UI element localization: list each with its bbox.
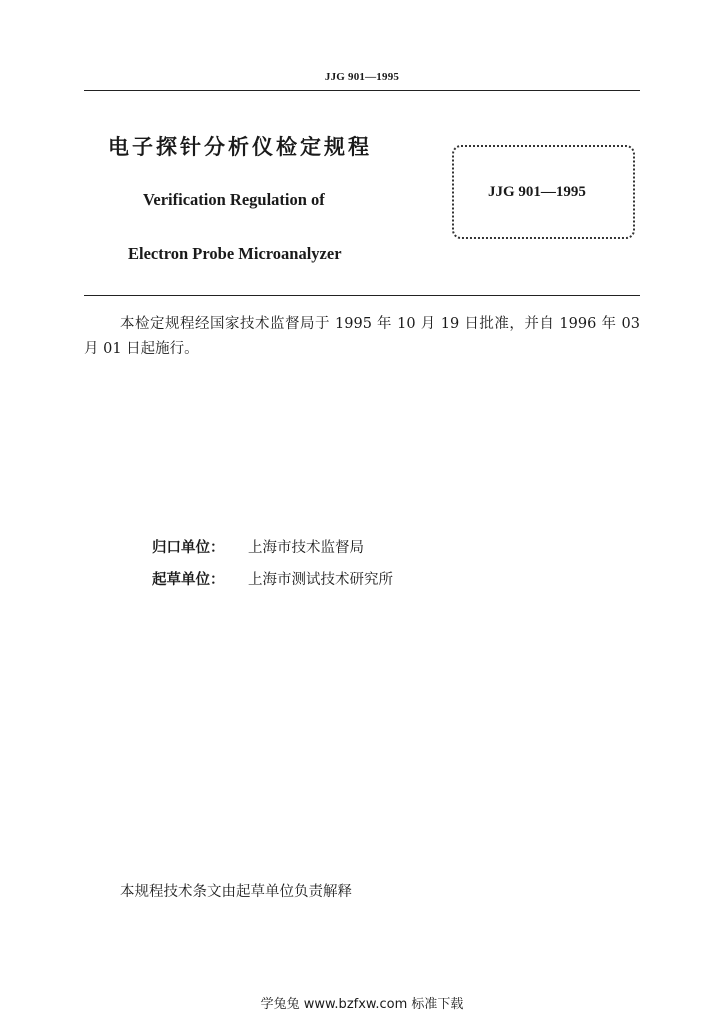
drafting-unit-value: 上海市测试技术研究所	[248, 572, 393, 588]
standard-code-box-text: JJG 901—1995	[488, 184, 586, 200]
responsible-unit-label: 归口单位：	[152, 540, 225, 556]
title-english-line1: Verification Regulation of	[143, 190, 325, 209]
header-standard-code: JJG 901—1995	[324, 71, 400, 83]
title-chinese: 电子探针分析仪检定规程	[108, 135, 372, 159]
title-english-line2: Electron Probe Microanalyzer	[128, 244, 342, 263]
interpretation-note: 本规程技术条文由起草单位负责解释	[120, 884, 352, 900]
drafting-unit-label: 起草单位：	[152, 572, 225, 588]
title-divider-rule	[84, 295, 640, 296]
footer-download-note: 学兔兔 www.bzfxw.com 标准下载	[260, 997, 464, 1012]
drafting-unit-row	[152, 568, 393, 589]
approval-statement: 本检定规程经国家技术监督局于 1995 年 10 月 19 日批准，并自 1996 年 03 月 01 日起施行。	[84, 316, 640, 357]
header-rule	[84, 90, 640, 91]
responsible-unit-value: 上海市技术监督局	[248, 540, 364, 556]
responsible-unit-row	[152, 536, 364, 557]
